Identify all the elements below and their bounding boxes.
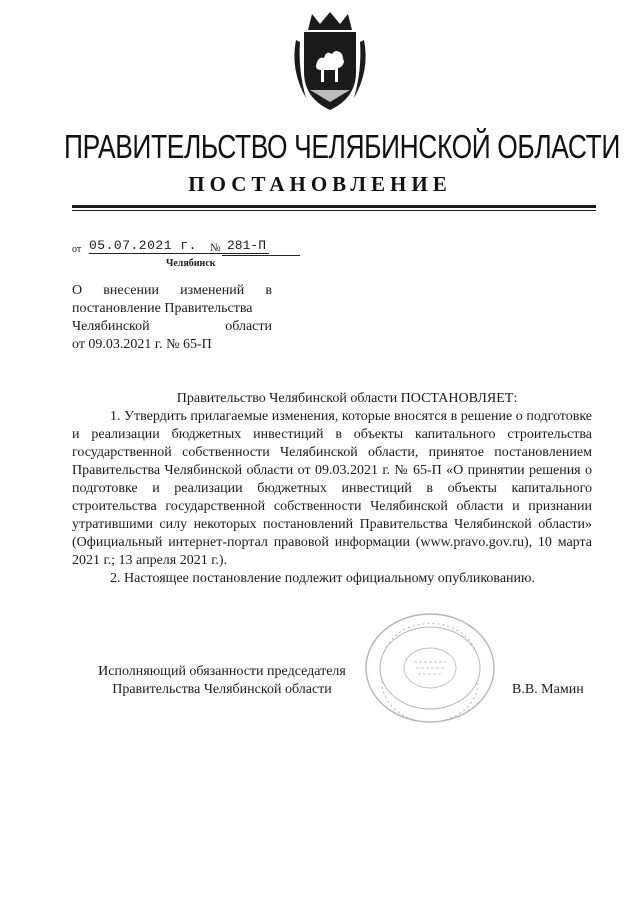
signer-position-line: Исполняющий обязанности председателя: [98, 664, 346, 679]
date-prefix-label: от: [72, 244, 82, 255]
number-sign-label: №: [210, 242, 221, 254]
seal-stamp-icon: [360, 608, 500, 728]
subject-line: Челябинской области: [72, 319, 272, 334]
document-date: 05.07.2021 г.: [89, 238, 269, 254]
coat-of-arms-icon: [286, 10, 374, 114]
subject-line: от 09.03.2021 г. № 65-П: [72, 337, 212, 352]
document-number: 281-П: [227, 238, 267, 253]
signer-position: [72, 663, 372, 699]
number-underline: [222, 255, 300, 256]
signer-name: В.В. Мамин: [512, 682, 584, 697]
organization-title: ПРАВИТЕЛЬСТВО ЧЕЛЯБИНСКОЙ ОБЛАСТИ: [64, 128, 620, 165]
resolution-intro: Правительство Челябинской области ПОСТАНОВЛЯЕТ:: [176, 391, 518, 406]
header-rule-thin: [72, 210, 596, 211]
header-rule-thick: [72, 205, 596, 208]
signer-position-line: Правительства Челябинской области: [112, 682, 332, 697]
document-subject: [72, 282, 272, 354]
document-body: [72, 390, 592, 588]
body-paragraph: 1. Утвердить прилагаемые изменения, которые вносятся в решение о подготовке и реализации бюджетных инвестиций в объекты капитального строительства государственной собственности Челябинской области, принятое постановлением Правительства Челябинской области от 09.03.2021 г. № 65-П «О принятии решения о подготовке и реализации бюджетных инвестиций в объекты капитального строительства государственной собственности Челябинской области и признании утратившими силу некоторых постановлений Правительства Челябинской области» (Официальный интернет-портал правовой информации (www.pravo.gov.ru), 10 марта 2021 г.; 13 апреля 2021 г.).: [72, 409, 592, 568]
document-type-heading: ПОСТАНОВЛЕНИЕ: [188, 172, 452, 196]
registration-row: [72, 238, 312, 258]
subject-line: постановление Правительства: [72, 301, 253, 316]
subject-line: О внесении изменений в: [72, 283, 272, 298]
body-paragraph: 2. Настоящее постановление подлежит официальному опубликованию.: [110, 571, 535, 586]
issue-city: Челябинск: [166, 258, 216, 269]
